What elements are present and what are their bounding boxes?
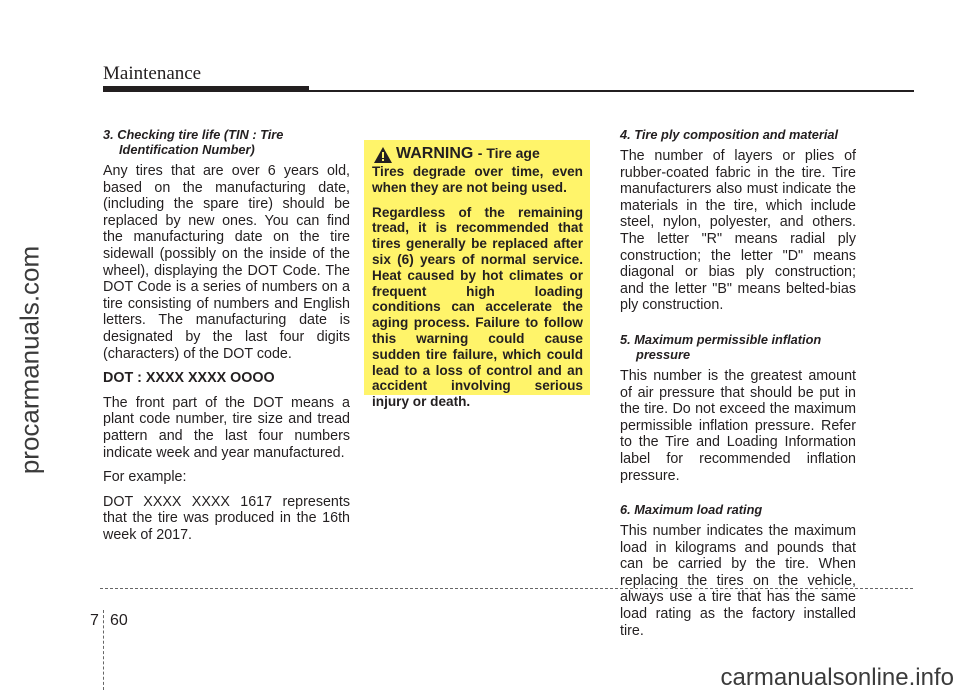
- heading-ply-composition: 4. Tire ply composition and material: [620, 127, 839, 142]
- footer-divider: [100, 588, 913, 589]
- heading-max-load: 6. Maximum load rating: [620, 502, 763, 518]
- heading-tire-life: [103, 127, 350, 157]
- side-watermark: [10, 100, 50, 620]
- column-right: [620, 127, 856, 647]
- section-title: Maintenance: [103, 63, 202, 84]
- heading-max-inflation-line1: 5. Maximum permissible inflation: [620, 331, 822, 347]
- warning-body: [372, 164, 583, 419]
- example-paragraph: DOT XXXX XXXX 1617 represents that the tire was produced in the 16th week of 2017.: [103, 493, 350, 543]
- bottom-watermark: carmanualsonline.info: [720, 664, 954, 691]
- warning-label: WARNING: [396, 145, 474, 162]
- heading-max-inflation: [620, 332, 856, 362]
- max-load-paragraph: This number indicates the maximum load in kilograms and pounds that can be carried by the tire. When replacing the tires on the vehicle, always use a tire that has the same load rating as the factory installed tire.: [620, 523, 856, 639]
- example-label: For example:: [103, 469, 187, 486]
- header-rule-thick: [103, 86, 309, 92]
- ply-composition-paragraph: The number of layers or plies of rubber-coated fabric in the tire. Tire manufacturers also must indicate the materials in the tire, which include steel, nylon, polyester, and others. The letter "R" means radial ply construction; the letter "D" means diagonal or bias ply construction; and the letter "B" means belted-bias ply construction.: [620, 148, 856, 314]
- max-inflation-paragraph: This number is the greatest amount of air pressure that should be put in the tire. Do not exceed the maximum permissible inflation pressure. Refer to the Tire and Loading Information label for recommended inflation pressure.: [620, 367, 856, 484]
- chapter-number: 7: [90, 612, 99, 629]
- column-left: [103, 127, 350, 551]
- header-rule-thin: [309, 90, 914, 92]
- heading-tire-life-line2: Identification Number): [119, 142, 255, 157]
- warning-triangle-icon: [374, 147, 392, 163]
- warning-box: [364, 140, 590, 410]
- side-watermark-text: procarmanuals.com: [14, 245, 45, 475]
- warning-paragraph-2: Regardless of the remaining tread, it is recommended that tires generally be replaced after six (6) years of normal service. Heat caused by hot climates or frequent high loading conditions can accelerate the aging process. Failure to follow this warning could cause sudden tire failure, which could lead to a loss of control and an accident involving serious injury or death.: [372, 204, 583, 410]
- tire-life-paragraph: Any tires that are over 6 years old, based on the manufacturing date, (including the spare tire) should be replaced by new ones. You can find the manufacturing date on the tire sidewall (possibly on the inside of the wheel), displaying the DOT Code. The DOT Code is a series of numbers on a tire consisting of numbers and English letters. The manufacturing date is designated by the last four digits (characters) of the DOT code.: [103, 163, 350, 362]
- heading-tire-life-line1: 3. Checking tire life (TIN : Tire: [103, 127, 284, 142]
- warning-paragraph-1: Tires degrade over time, even when they are not being used.: [372, 164, 583, 195]
- heading-max-inflation-line2: pressure: [636, 346, 691, 362]
- warning-title: [396, 145, 540, 163]
- footer-vertical-divider: [103, 610, 104, 690]
- warning-sublabel: - Tire age: [477, 145, 540, 161]
- page-number: 60: [110, 612, 128, 629]
- dot-code-example: DOT : XXXX XXXX OOOO: [103, 370, 275, 387]
- dot-explanation-paragraph: The front part of the DOT means a plant code number, tire size and tread pattern and the last four numbers indicate week and year manufactured.: [103, 394, 350, 461]
